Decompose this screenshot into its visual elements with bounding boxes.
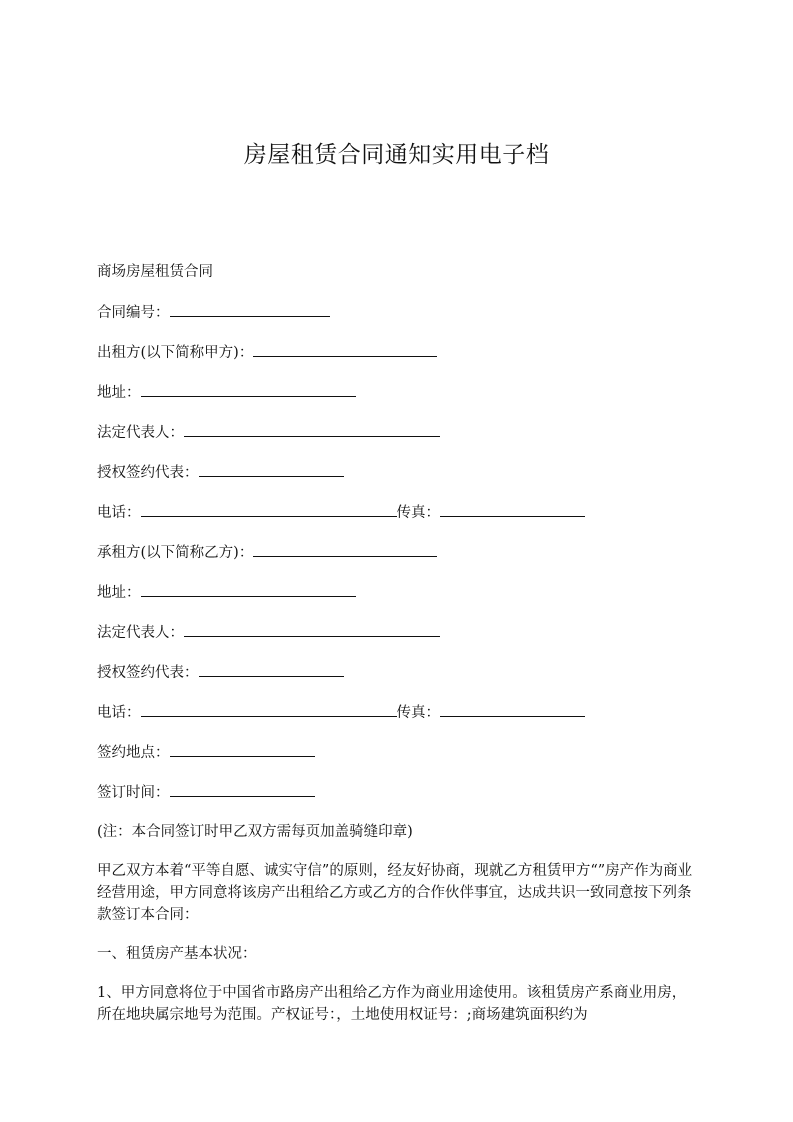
lessor-auth-rep-line xyxy=(97,462,344,482)
sign-place-blank[interactable] xyxy=(170,742,315,757)
lessor-line xyxy=(97,342,437,362)
contract-subtitle: 商场房屋租赁合同 xyxy=(97,264,213,280)
lessee-line xyxy=(97,542,437,562)
sign-place-line xyxy=(97,742,315,762)
clause-paragraph: 1、甲方同意将位于中国省市路房产出租给乙方作为商业用途使用。该租赁房产系商业用房，所在地块属宗地号为范围。产权证号：，土地使用权证号：;商场建筑面积约为 xyxy=(97,985,687,1023)
lessee-auth-rep-label: 授权签约代表： xyxy=(97,665,199,681)
lessor-address-label: 地址： xyxy=(97,385,141,401)
lessor-auth-rep-blank[interactable] xyxy=(199,462,344,477)
lessor-phone-blank[interactable] xyxy=(141,502,397,517)
lessee-address-line xyxy=(97,582,356,602)
contract-number-blank[interactable] xyxy=(170,302,330,317)
sign-time-line xyxy=(97,782,315,802)
lessor-auth-rep-label: 授权签约代表： xyxy=(97,465,199,481)
sign-place-label: 签约地点： xyxy=(97,745,170,761)
sign-time-blank[interactable] xyxy=(170,782,315,797)
document-title: 房屋租赁合同通知实用电子档 xyxy=(243,142,550,168)
lessee-contact-line xyxy=(97,702,585,722)
lessor-contact-line xyxy=(97,502,585,522)
lessor-fax-label: 传真： xyxy=(396,505,440,521)
lessor-blank[interactable] xyxy=(253,342,437,357)
lessor-legal-rep-line xyxy=(97,422,440,442)
lessor-address-line xyxy=(97,382,356,402)
sign-time-label: 签订时间： xyxy=(97,785,170,801)
lessee-fax-label: 传真： xyxy=(396,705,440,721)
section-heading: 一、租赁房产基本状况： xyxy=(97,946,257,962)
lessee-legal-rep-label: 法定代表人： xyxy=(97,625,184,641)
lessee-legal-rep-line xyxy=(97,622,440,642)
lessee-phone-label: 电话： xyxy=(97,705,141,721)
contract-number-label: 合同编号： xyxy=(97,305,170,321)
lessor-fax-blank[interactable] xyxy=(440,502,585,517)
lessee-label: 承租方(以下简称乙方)： xyxy=(97,545,254,561)
lessee-auth-rep-line xyxy=(97,662,344,682)
lessee-address-label: 地址： xyxy=(97,585,141,601)
lessor-legal-rep-blank[interactable] xyxy=(184,422,440,437)
lessee-address-blank[interactable] xyxy=(141,582,356,597)
contract-number-line xyxy=(97,302,330,322)
lessee-auth-rep-blank[interactable] xyxy=(199,662,344,677)
lessor-legal-rep-label: 法定代表人： xyxy=(97,425,184,441)
lessee-blank[interactable] xyxy=(253,542,437,557)
lessee-fax-blank[interactable] xyxy=(440,702,585,717)
lessee-phone-blank[interactable] xyxy=(141,702,397,717)
preamble-paragraph: 甲乙双方本着“平等自愿、诚实守信”的原则，经友好协商，现就乙方租赁甲方“”房产作为商业经营用途，甲方同意将该房产出租给乙方或乙方的合作伙伴事宜，达成共识一致同意按下列条款签订本合同： xyxy=(97,863,693,923)
lessor-phone-label: 电话： xyxy=(97,505,141,521)
lessor-label: 出租方(以下简称甲方)： xyxy=(97,345,254,361)
lessor-address-blank[interactable] xyxy=(141,382,356,397)
lessee-legal-rep-blank[interactable] xyxy=(184,622,440,637)
seal-note: (注：本合同签订时甲乙双方需每页加盖骑缝印章) xyxy=(97,824,413,840)
